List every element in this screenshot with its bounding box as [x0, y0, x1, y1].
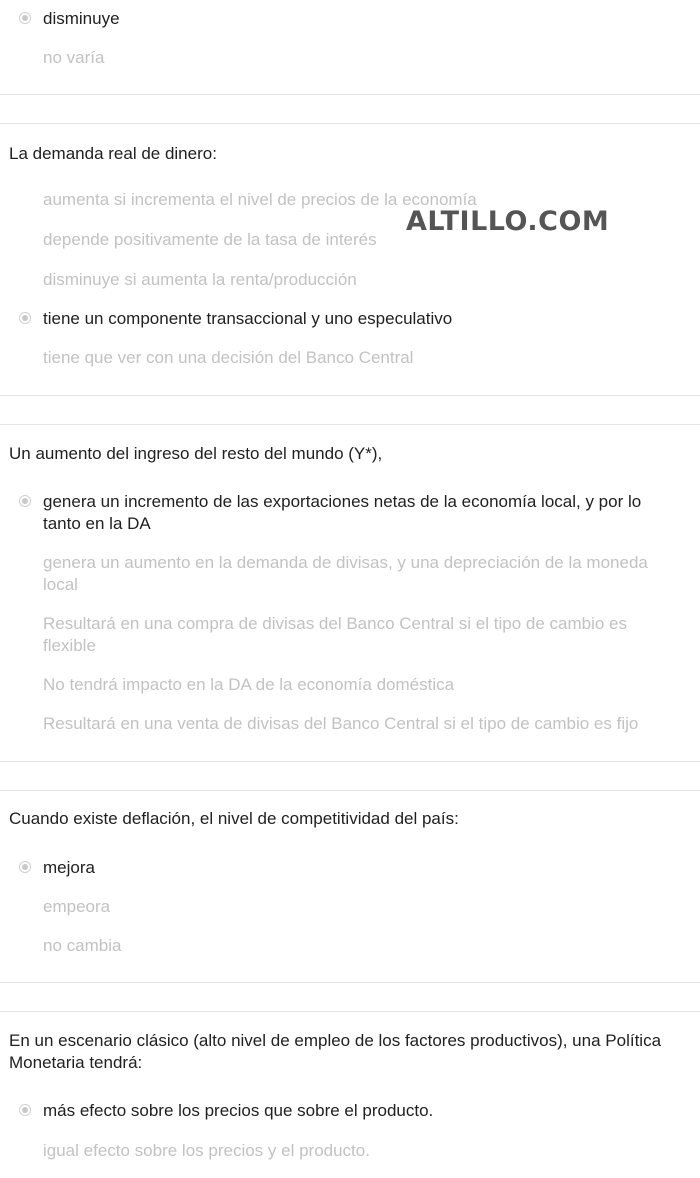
divider [0, 1011, 700, 1012]
watermark: ALTILLO.COM [406, 206, 610, 237]
option-label: genera un aumento en la demanda de divisas, y una depreciación de la moneda local [43, 553, 648, 594]
option-label: disminuye si aumenta la renta/producción [43, 270, 357, 289]
option-label: mejora [43, 858, 95, 877]
option-label: no cambia [43, 936, 122, 955]
option-label: disminuye [43, 9, 120, 28]
question-title: La demanda real de dinero: [9, 144, 217, 163]
option-label: No tendrá impacto en la DA de la economía doméstica [43, 675, 455, 694]
radio-button[interactable] [19, 51, 31, 63]
radio-button-selected[interactable] [19, 861, 31, 873]
divider [0, 790, 700, 791]
option-label: no varía [43, 48, 105, 67]
radio-button-selected[interactable] [19, 495, 31, 507]
option-label: tiene un componente transaccional y uno especulativo [43, 309, 453, 328]
option-label: empeora [43, 897, 111, 916]
radio-button-selected[interactable] [19, 1104, 31, 1116]
option-label: depende positivamente de la tasa de interés [43, 230, 377, 249]
option-label: genera un incremento de las exportaciones netas de la economía local, y por lo tanto en la DA [43, 492, 642, 533]
divider [0, 761, 700, 762]
question-title: Cuando existe deflación, el nivel de competitividad del país: [9, 809, 459, 828]
option-label: más efecto sobre los precios que sobre el producto. [43, 1101, 434, 1120]
radio-button-selected[interactable] [19, 312, 31, 324]
radio-button-selected[interactable] [19, 12, 31, 24]
question-title: En un escenario clásico (alto nivel de empleo de los factores productivos), una Política Monetaria tendrá: [9, 1031, 662, 1072]
option-label: Resultará en una venta de divisas del Banco Central si el tipo de cambio es fijo [43, 714, 639, 733]
question-title: Un aumento del ingreso del resto del mundo (Y*), [9, 444, 383, 463]
option-label: tiene que ver con una decisión del Banco Central [43, 348, 414, 367]
divider [0, 123, 700, 124]
option-label: aumenta si incrementa el nivel de precios de la economía [43, 190, 477, 209]
divider [0, 424, 700, 425]
divider [0, 982, 700, 983]
divider [0, 94, 700, 95]
option-label: Resultará en una compra de divisas del Banco Central si el tipo de cambio es flexible [43, 614, 627, 655]
option-label: igual efecto sobre los precios y el producto. [43, 1141, 370, 1160]
divider [0, 395, 700, 396]
